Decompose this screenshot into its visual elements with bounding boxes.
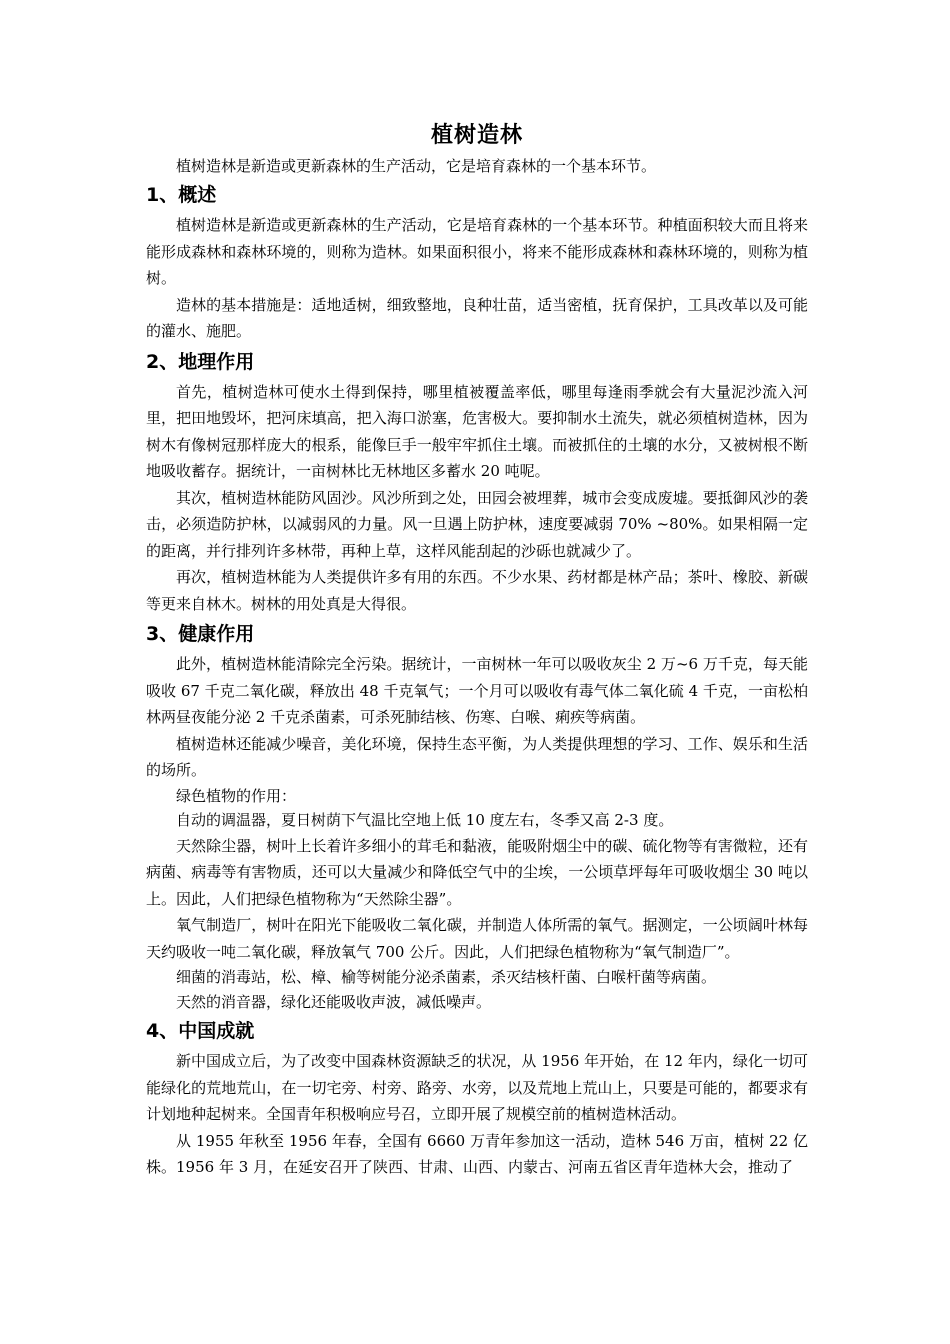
paragraph: 从 1955 年秋至 1956 年春，全国有 6660 万青年参加这一活动，造林 546 万亩，植树 22 亿株。1956 年 3 月，在延安召开了陕西、甘肃、山西、内蒙古、河南五省区青年造林大会，推动了 bbox=[146, 1131, 808, 1176]
section-geography bbox=[146, 345, 808, 618]
paragraph: 新中国成立后，为了改变中国森林资源缺乏的状况，从 1956 年开始，在 12 年内，绿化一切可能绿化的荒地荒山，在一切宅旁、村旁、路旁、水旁，以及荒地上荒山上，只要是可能的，都要求有计划地种起树来。全国青年积极响应号召，立即开展了规模空前的植树造林活动。 bbox=[146, 1052, 808, 1123]
paragraph: 细菌的消毒站，松、樟、榆等树能分泌杀菌素，杀灭结核杆菌、白喉杆菌等病菌。 bbox=[176, 968, 717, 986]
section-china-achievements bbox=[146, 1014, 808, 1181]
section-health bbox=[146, 617, 808, 1014]
paragraph: 植树造林还能减少噪音，美化环境，保持生态平衡，为人类提供理想的学习、工作、娱乐和生活的场所。 bbox=[146, 734, 808, 779]
paragraph: 再次，植树造林能为人类提供许多有用的东西。不少水果、药材都是林产品；茶叶、橡胶、新碳等更来自林木。树林的用处真是大得很。 bbox=[146, 568, 808, 613]
section-overview bbox=[146, 178, 808, 345]
document-page bbox=[146, 118, 808, 1181]
intro-paragraph: 植树造林是新造或更新森林的生产活动，它是培育森林的一个基本环节。 bbox=[176, 157, 657, 175]
paragraph: 此外，植树造林能清除完全污染。据统计，一亩树林一年可以吸收灰尘 2 万~6 万千克，每天能吸收 67 千克二氧化碳，释放出 48 千克氧气；一个月可以吸收有毒气体二氧化硫 4 千克，一亩松柏林两昼夜能分泌 2 千克杀菌素，可杀死肺结核、伤寒、白喉、痢疾等病菌。 bbox=[146, 655, 808, 726]
paragraph: 天然除尘器，树叶上长着许多细小的茸毛和黏液，能吸附烟尘中的碳、硫化物等有害微粒，还有病菌、病毒等有害物质，还可以大量减少和降低空气中的尘埃，一公顷草坪每年可吸收烟尘 30 吨以上。因此，人们把绿色植物称为“天然除尘器”。 bbox=[146, 836, 808, 908]
paragraph: 植树造林是新造或更新森林的生产活动，它是培育森林的一个基本环节。种植面积较大而且将来能形成森林和森林环境的，则称为造林。如果面积很小，将来不能形成森林和森林环境的，则称为植树。 bbox=[146, 216, 808, 287]
paragraph: 其次，植树造林能防风固沙。风沙所到之处，田园会被埋葬，城市会变成废墟。要抵御风沙的袭击，必须造防护林，以减弱风的力量。风一旦遇上防护林，速度要减弱 70% ~80%。如果相隔一定的距离，并行排列许多林带，再种上草，这样风能刮起的沙砾也就减少了。 bbox=[146, 488, 808, 560]
paragraph: 氧气制造厂，树叶在阳光下能吸收二氧化碳，并制造人体所需的氧气。据测定，一公顷阔叶林每天约吸收一吨二氧化碳，释放氧气 700 公斤。因此，人们把绿色植物称为“氧气制造厂”。 bbox=[146, 916, 808, 961]
document-title: 植树造林 bbox=[430, 123, 523, 148]
section-heading: 3、健康作用 bbox=[146, 623, 255, 645]
paragraph: 绿色植物的作用： bbox=[176, 786, 297, 805]
paragraph: 造林的基本措施是：适地适树，细致整地，良种壮苗，适当密植，抚育保护，工具改革以及可能的灌水、施肥。 bbox=[146, 295, 808, 340]
section-heading: 2、地理作用 bbox=[146, 350, 255, 373]
section-heading: 1、概述 bbox=[146, 184, 217, 206]
section-heading: 4、中国成就 bbox=[146, 1020, 255, 1042]
paragraph: 天然的消音器，绿化还能吸收声波，减低噪声。 bbox=[176, 992, 492, 1011]
paragraph: 自动的调温器，夏日树荫下气温比空地上低 10 度左右，冬季又高 2-3 度。 bbox=[176, 811, 674, 829]
paragraph: 首先，植树造林可使水土得到保持，哪里植被覆盖率低，哪里每逢雨季就会有大量泥沙流入河里，把田地毁坏，把河床填高，把入海口淤塞，危害极大。要抑制水土流失，就必须植树造林，因为树木有像树冠那样庞大的根系，能像巨手一般牢牢抓住土壤。而被抓住的土壤的水分，又被树根不断地吸收蓄存。据统计，一亩树林比无林地区多蓄水 20 吨呢。 bbox=[146, 382, 808, 480]
